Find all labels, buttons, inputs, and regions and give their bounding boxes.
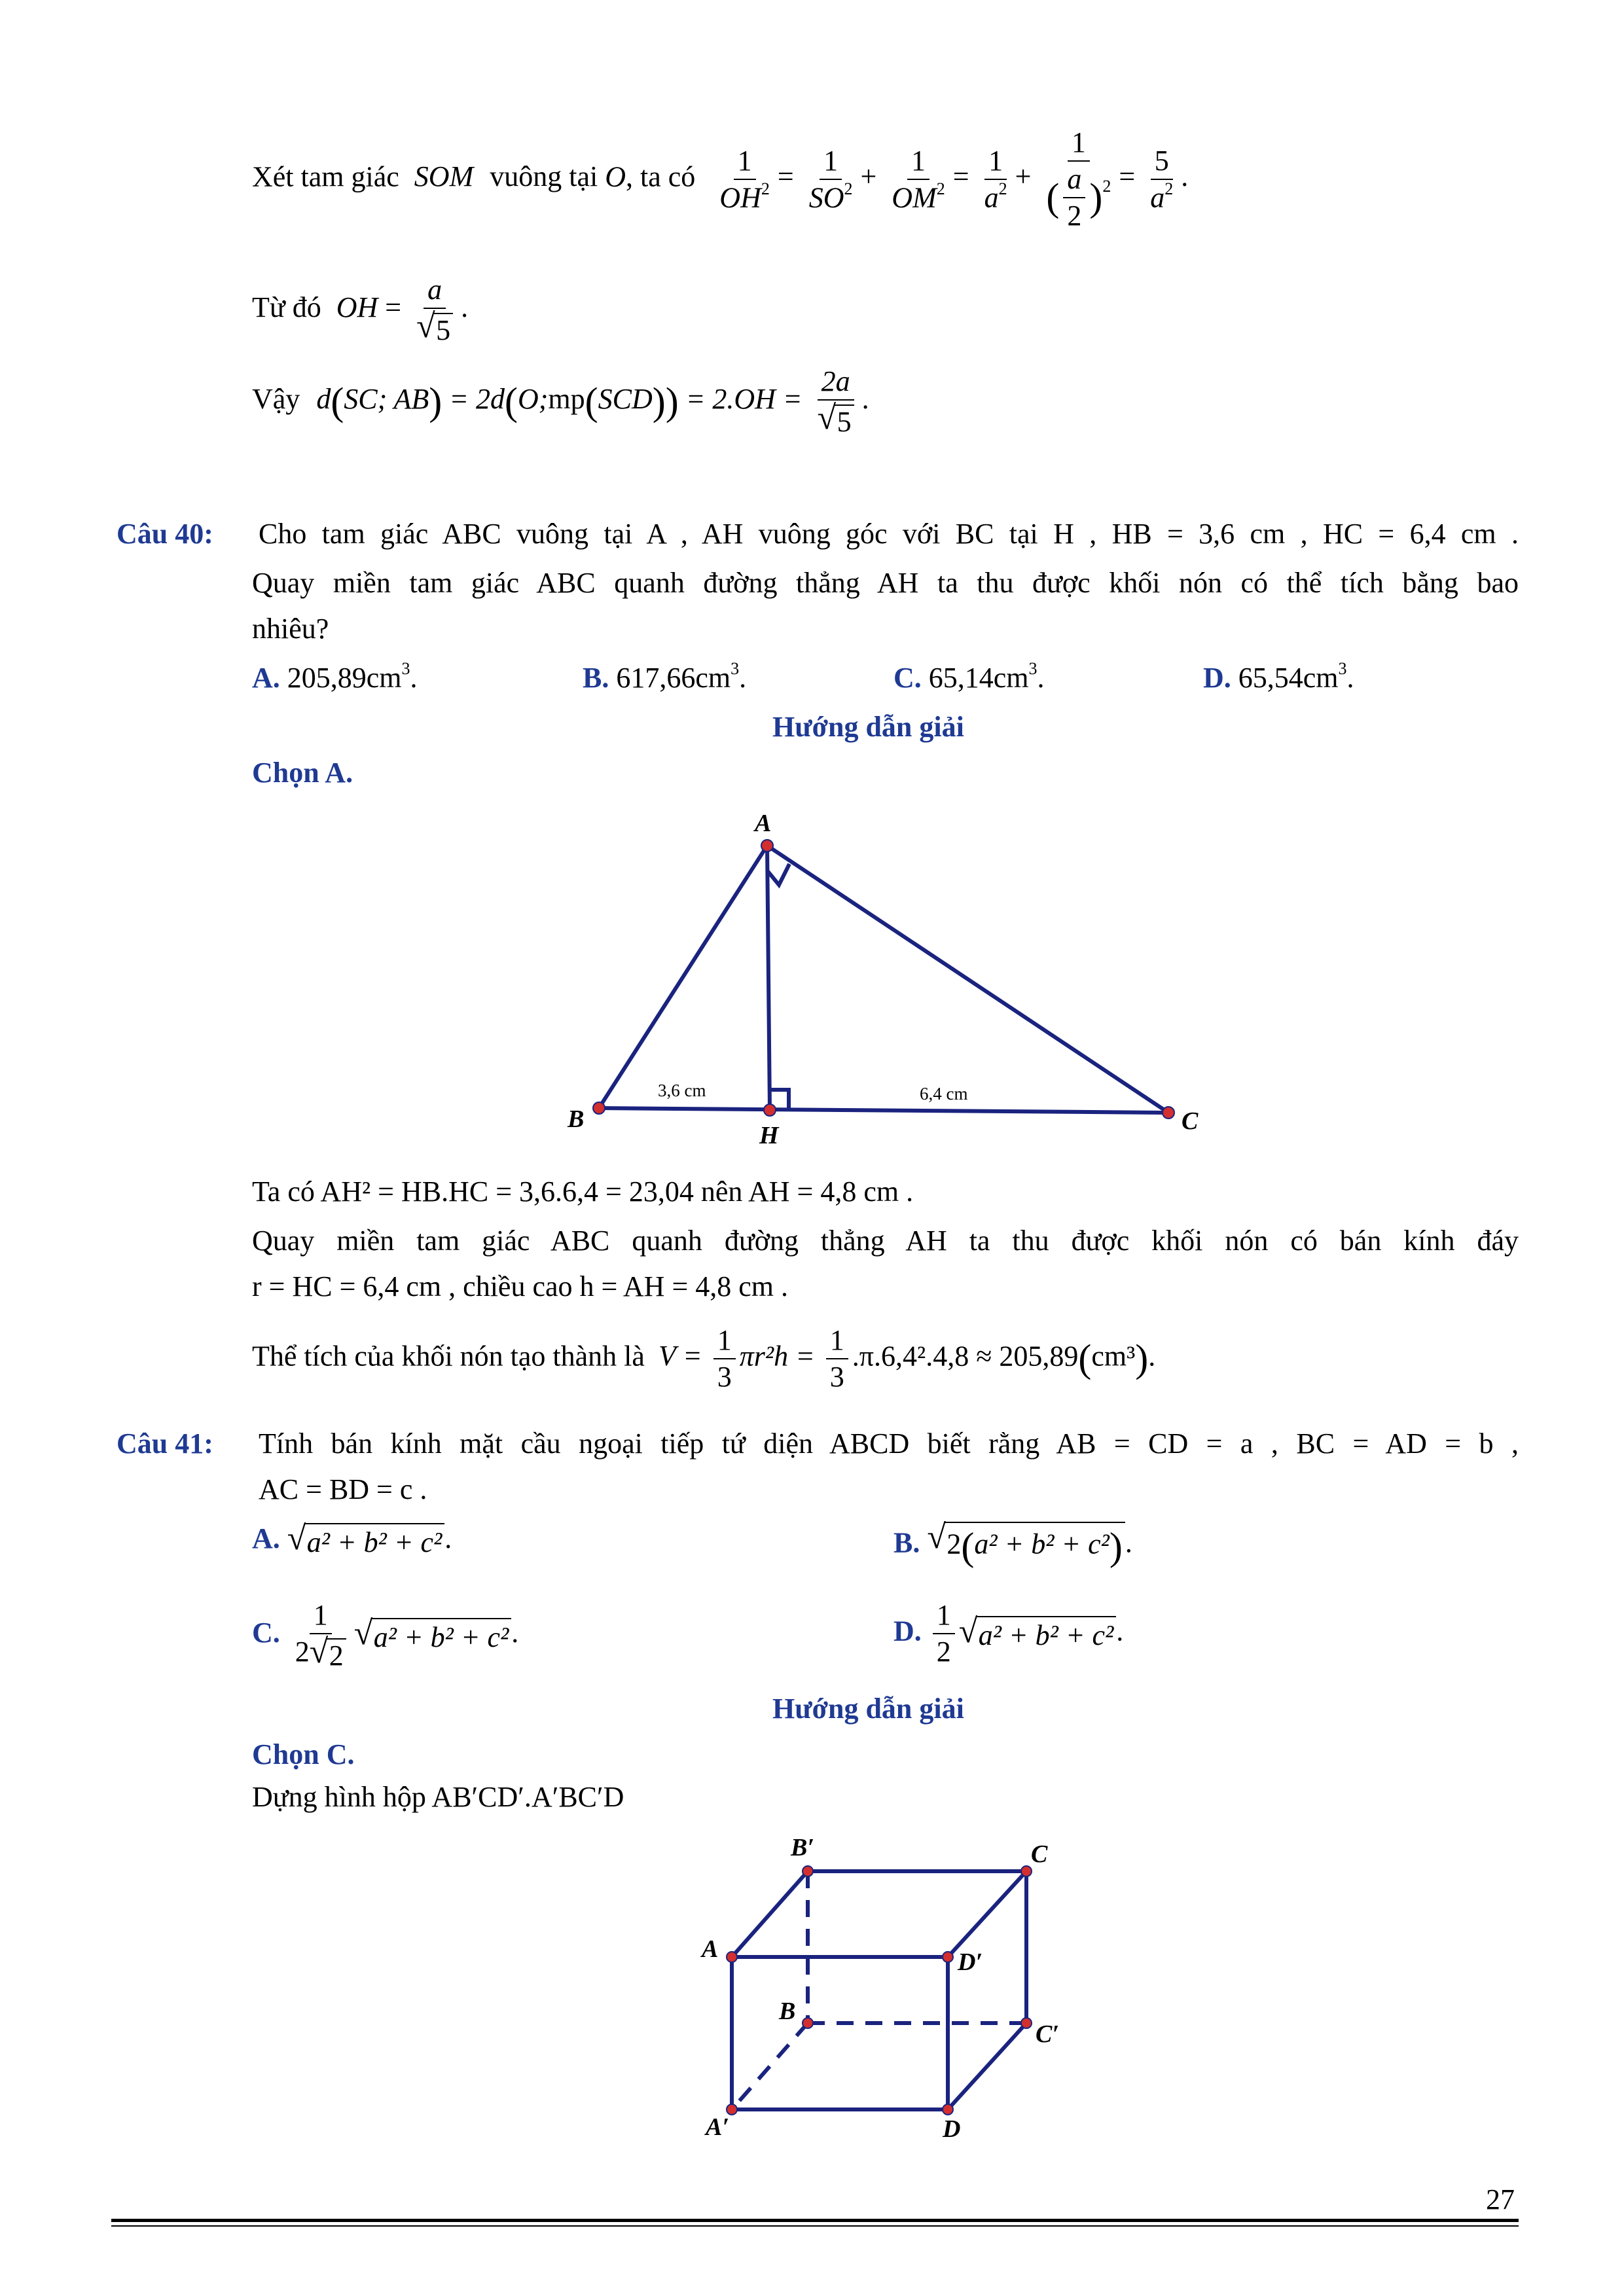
label-B: B [568, 1105, 585, 1133]
question-41-label: Câu 41: [117, 1427, 213, 1460]
solution-40-line-3: r = HC = 6,4 cm , chiều cao h = AH = 4,8 cm . [252, 1270, 789, 1302]
solution-line-1: Xét tam giác SOM vuông tại O, ta có $\frac{1}{OH^2}$ = $\frac{1}{SO^2}$ + $\frac{1}{OM^2}$ = $\frac{1}{a^2}$ + 1 ( $\frac{a}{2}$ )$^2$ = $\frac{5}{a^2}$ . [252, 126, 1189, 232]
question-40-line-3: nhiêu? [252, 613, 329, 645]
option-41-c[interactable]: C. 1 2 √ 2 √ a² + b² + c². [252, 1599, 519, 1672]
label-hb: 3,6 cm [658, 1081, 706, 1100]
guide-title-40: Hướng dẫn giải [772, 711, 964, 743]
construct-text: Dựng hình hộp AB′CD′.A′BC′D [252, 1781, 624, 1813]
label-Dp: D′ [958, 1948, 983, 1976]
solution-40-line-1: Ta có AH² = HB.HC = 3,6.6,4 = 23,04 nên AH = 4,8 cm . [252, 1175, 914, 1208]
solution-line-2: Từ đó OH = a √ 5 . [252, 274, 469, 346]
page-number: 27 [1486, 2183, 1515, 2215]
option-40-d[interactable]: D. $65,54cm^3$. [1203, 659, 1354, 694]
label-hc: 6,4 cm [920, 1084, 968, 1103]
frac-a-sqrt5: a √ 5 [412, 275, 457, 346]
solution-40-line-2: Quay miền tam giác ABC quanh đường thẳng AH ta thu được khối nón có bán kính đáy [252, 1225, 1519, 1257]
guide-title-41: Hướng dẫn giải [772, 1693, 964, 1725]
label-Cp: C′ [1036, 2020, 1060, 2048]
question-40-line-1: Cho tam giác ABC vuông tại A , AH vuông góc với BC tại H , HB = 3,6 cm , HC = 6,4 cm . [259, 518, 1519, 550]
label-C: C [1182, 1107, 1199, 1135]
box-points [727, 1866, 1032, 2115]
label-Bp: B′ [791, 1834, 815, 1861]
footer-rule-thin [111, 2225, 1519, 2227]
answer-41: Chọn C. [252, 1738, 355, 1770]
option-41-b[interactable]: B. √ 2(a² + b² + c²). [893, 1518, 1132, 1568]
question-41-line-1: Tính bán kính mặt cầu ngoại tiếp tứ diện ABCD biết rằng AB = CD = a , BC = AD = b , [259, 1427, 1519, 1460]
option-40-a[interactable]: A. $205,89cm^3$. [252, 659, 418, 694]
answer-40: Chọn A. [252, 757, 353, 789]
label-B-box: B [779, 1998, 796, 2025]
label-A-box: A [702, 1935, 719, 1963]
option-40-c[interactable]: C. $65,14cm^3$. [893, 659, 1045, 694]
formula-1: $\frac{1}{OH^2}$ = $\frac{1}{SO^2}$ + $\frac{1}{OM^2}$ = $\frac{1}{a^2}$ + 1 ( $\frac{a}{2}$ )$^2$ = $\frac{5}{a^2}$ . [719, 126, 1189, 232]
solution-40-line-4: Thể tích của khối nón tạo thành là V = $\frac{1}{3}$ πr²h = $\frac{1}{3}$ .π.6,4².4,8 ≈ 205,89(cm³). [252, 1324, 1156, 1393]
label-D-box: D [943, 2115, 961, 2143]
label-A: A [755, 810, 772, 837]
question-41-line-2: AC = BD = c . [259, 1473, 427, 1505]
label-H: H [759, 1122, 779, 1149]
label-C-box: C [1031, 1840, 1048, 1868]
footer-rule-thick [111, 2219, 1519, 2222]
option-41-d[interactable]: D. $\frac{1}{2}$ √ a² + b² + c². [893, 1599, 1124, 1668]
label-Ap: A′ [706, 2113, 730, 2141]
box-lines [732, 1871, 1026, 2109]
option-40-b[interactable]: B. $617,66cm^3$. [583, 659, 747, 694]
solution-line-3: Vậy d(SC; AB) = 2d(O;mp(SCD)) = 2.OH = 2a √ 5 . [252, 365, 869, 438]
question-40-label: Câu 40: [117, 518, 213, 550]
option-41-a[interactable]: A. √ a² + b² + c². [252, 1520, 452, 1559]
question-40-line-2: Quay miền tam giác ABC quanh đường thẳng AH ta thu được khối nón có thể tích bằng bao [252, 567, 1519, 599]
